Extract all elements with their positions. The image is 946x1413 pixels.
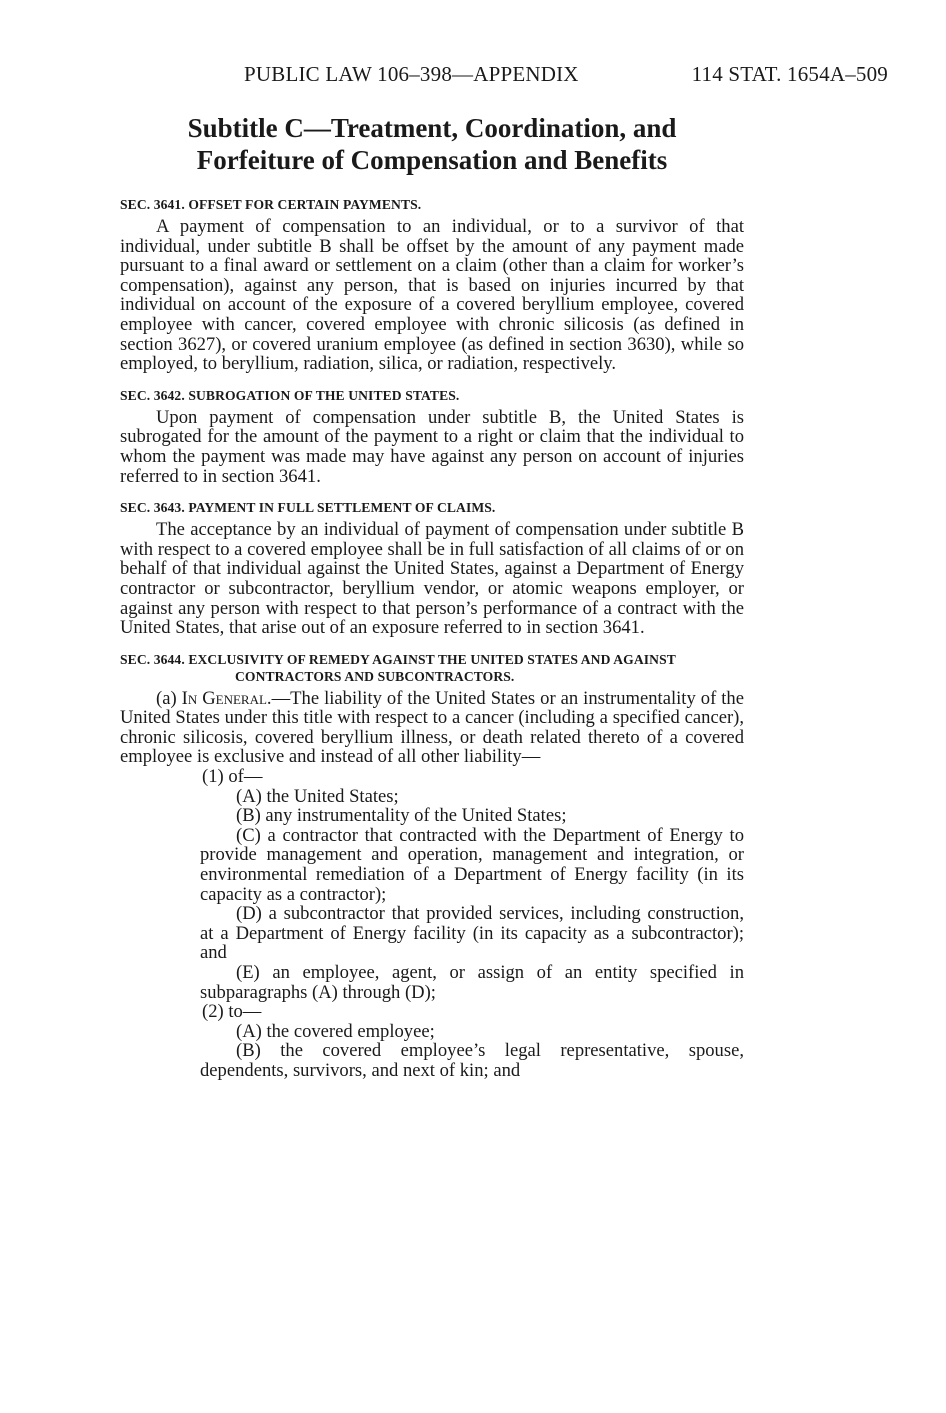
header-law-title: PUBLIC LAW 106–398—APPENDIX xyxy=(244,62,579,86)
subsection-a-text: .—The liability of the United States or an instrumentality of the United States under this title with respect to a cancer (including a specified cancer), chronic silicosis, covered beryllium illness, or death related thereto of a covered employee is exclusive and instead of all other liability— xyxy=(120,687,744,768)
section-3644-subsection-a xyxy=(120,689,744,767)
section-3643-text: The acceptance by an individual of payment of compensation under subtitle B with respect to a covered employee shall be in full satisfaction of all claims of or on behalf of that individual against the United States, against a Department of Energy contractor or subcontractor, beryllium vendor, or atomic weapons employer, or against any person with respect to that person’s performance of a contract with the United States, that arise out of an exposure referred to in section 3641. xyxy=(120,519,744,639)
section-3644-heading: SEC. 3644. EXCLUSIVITY OF REMEDY AGAINST THE UNITED STATES AND AGAINST CONTRACTORS AND SUBCONTRACTORS. xyxy=(120,651,676,684)
subparagraph-1-c: (C) a contractor that contracted with the Department of Energy to provide management and operation, management and integration, or environmental remediation of a Department of Energy facility (in its capacity as a contractor); xyxy=(200,824,744,905)
header-stat-page: 114 STAT. 1654A–509 xyxy=(691,62,888,86)
subsection-a-caption: In General xyxy=(181,687,267,709)
subtitle-line-2: Forfeiture of Compensation and Benefits xyxy=(196,145,668,175)
subparagraph-2-b: (B) the covered employee’s legal representative, spouse, dependents, survivors, and next of kin; and xyxy=(200,1040,744,1081)
section-3642-heading: SEC. 3642. SUBROGATION OF THE UNITED STATES. xyxy=(120,387,460,403)
section-3641-heading: SEC. 3641. OFFSET FOR CERTAIN PAYMENTS. xyxy=(120,197,422,212)
section-3642-text: Upon payment of compensation under subtitle B, the United States is subrogated for the amount of the payment to a right or claim that the individual to whom the payment was made may have against any person on account of injuries referred to in section 3641. xyxy=(120,406,744,487)
subparagraph-1-e: (E) an employee, agent, or assign of an entity specified in subparagraphs (A) through (D); xyxy=(200,962,744,1003)
paragraph-2: (2) to— xyxy=(202,1001,262,1023)
subtitle-line-1: Subtitle C—Treatment, Coordination, and xyxy=(187,113,677,143)
subparagraph-1-a: (A) the United States; xyxy=(236,785,399,807)
subparagraph-2-a: (A) the covered employee; xyxy=(236,1020,435,1042)
subsection-a-label: (a) xyxy=(156,687,182,709)
subparagraph-1-b: (B) any instrumentality of the United States; xyxy=(236,805,567,827)
section-3643-heading: SEC. 3643. PAYMENT IN FULL SETTLEMENT OF CLAIMS. xyxy=(120,500,496,516)
subtitle-heading xyxy=(120,112,744,176)
paragraph-1: (1) of— xyxy=(202,766,263,788)
subparagraph-1-d: (D) a subcontractor that provided services, including construction, at a Department of Energy facility (in its capacity as a subcontractor); and xyxy=(200,903,744,964)
section-3641-text: A payment of compensation to an individual, or to a survivor of that individual, under subtitle B shall be offset by the amount of any payment made pursuant to a final award or settlement on a claim (other than a claim for worker’s compensation), against any person, that is based on injuries incurred by that individual on account of the exposure of a covered beryllium employee, covered employee with cancer, covered employee with chronic silicosis (as defined in section 3627), or covered uranium employee (as defined in section 3630), while so employed, to beryllium, radiation, silica, or radiation, respectively. xyxy=(120,216,744,375)
page-body xyxy=(120,112,744,1081)
